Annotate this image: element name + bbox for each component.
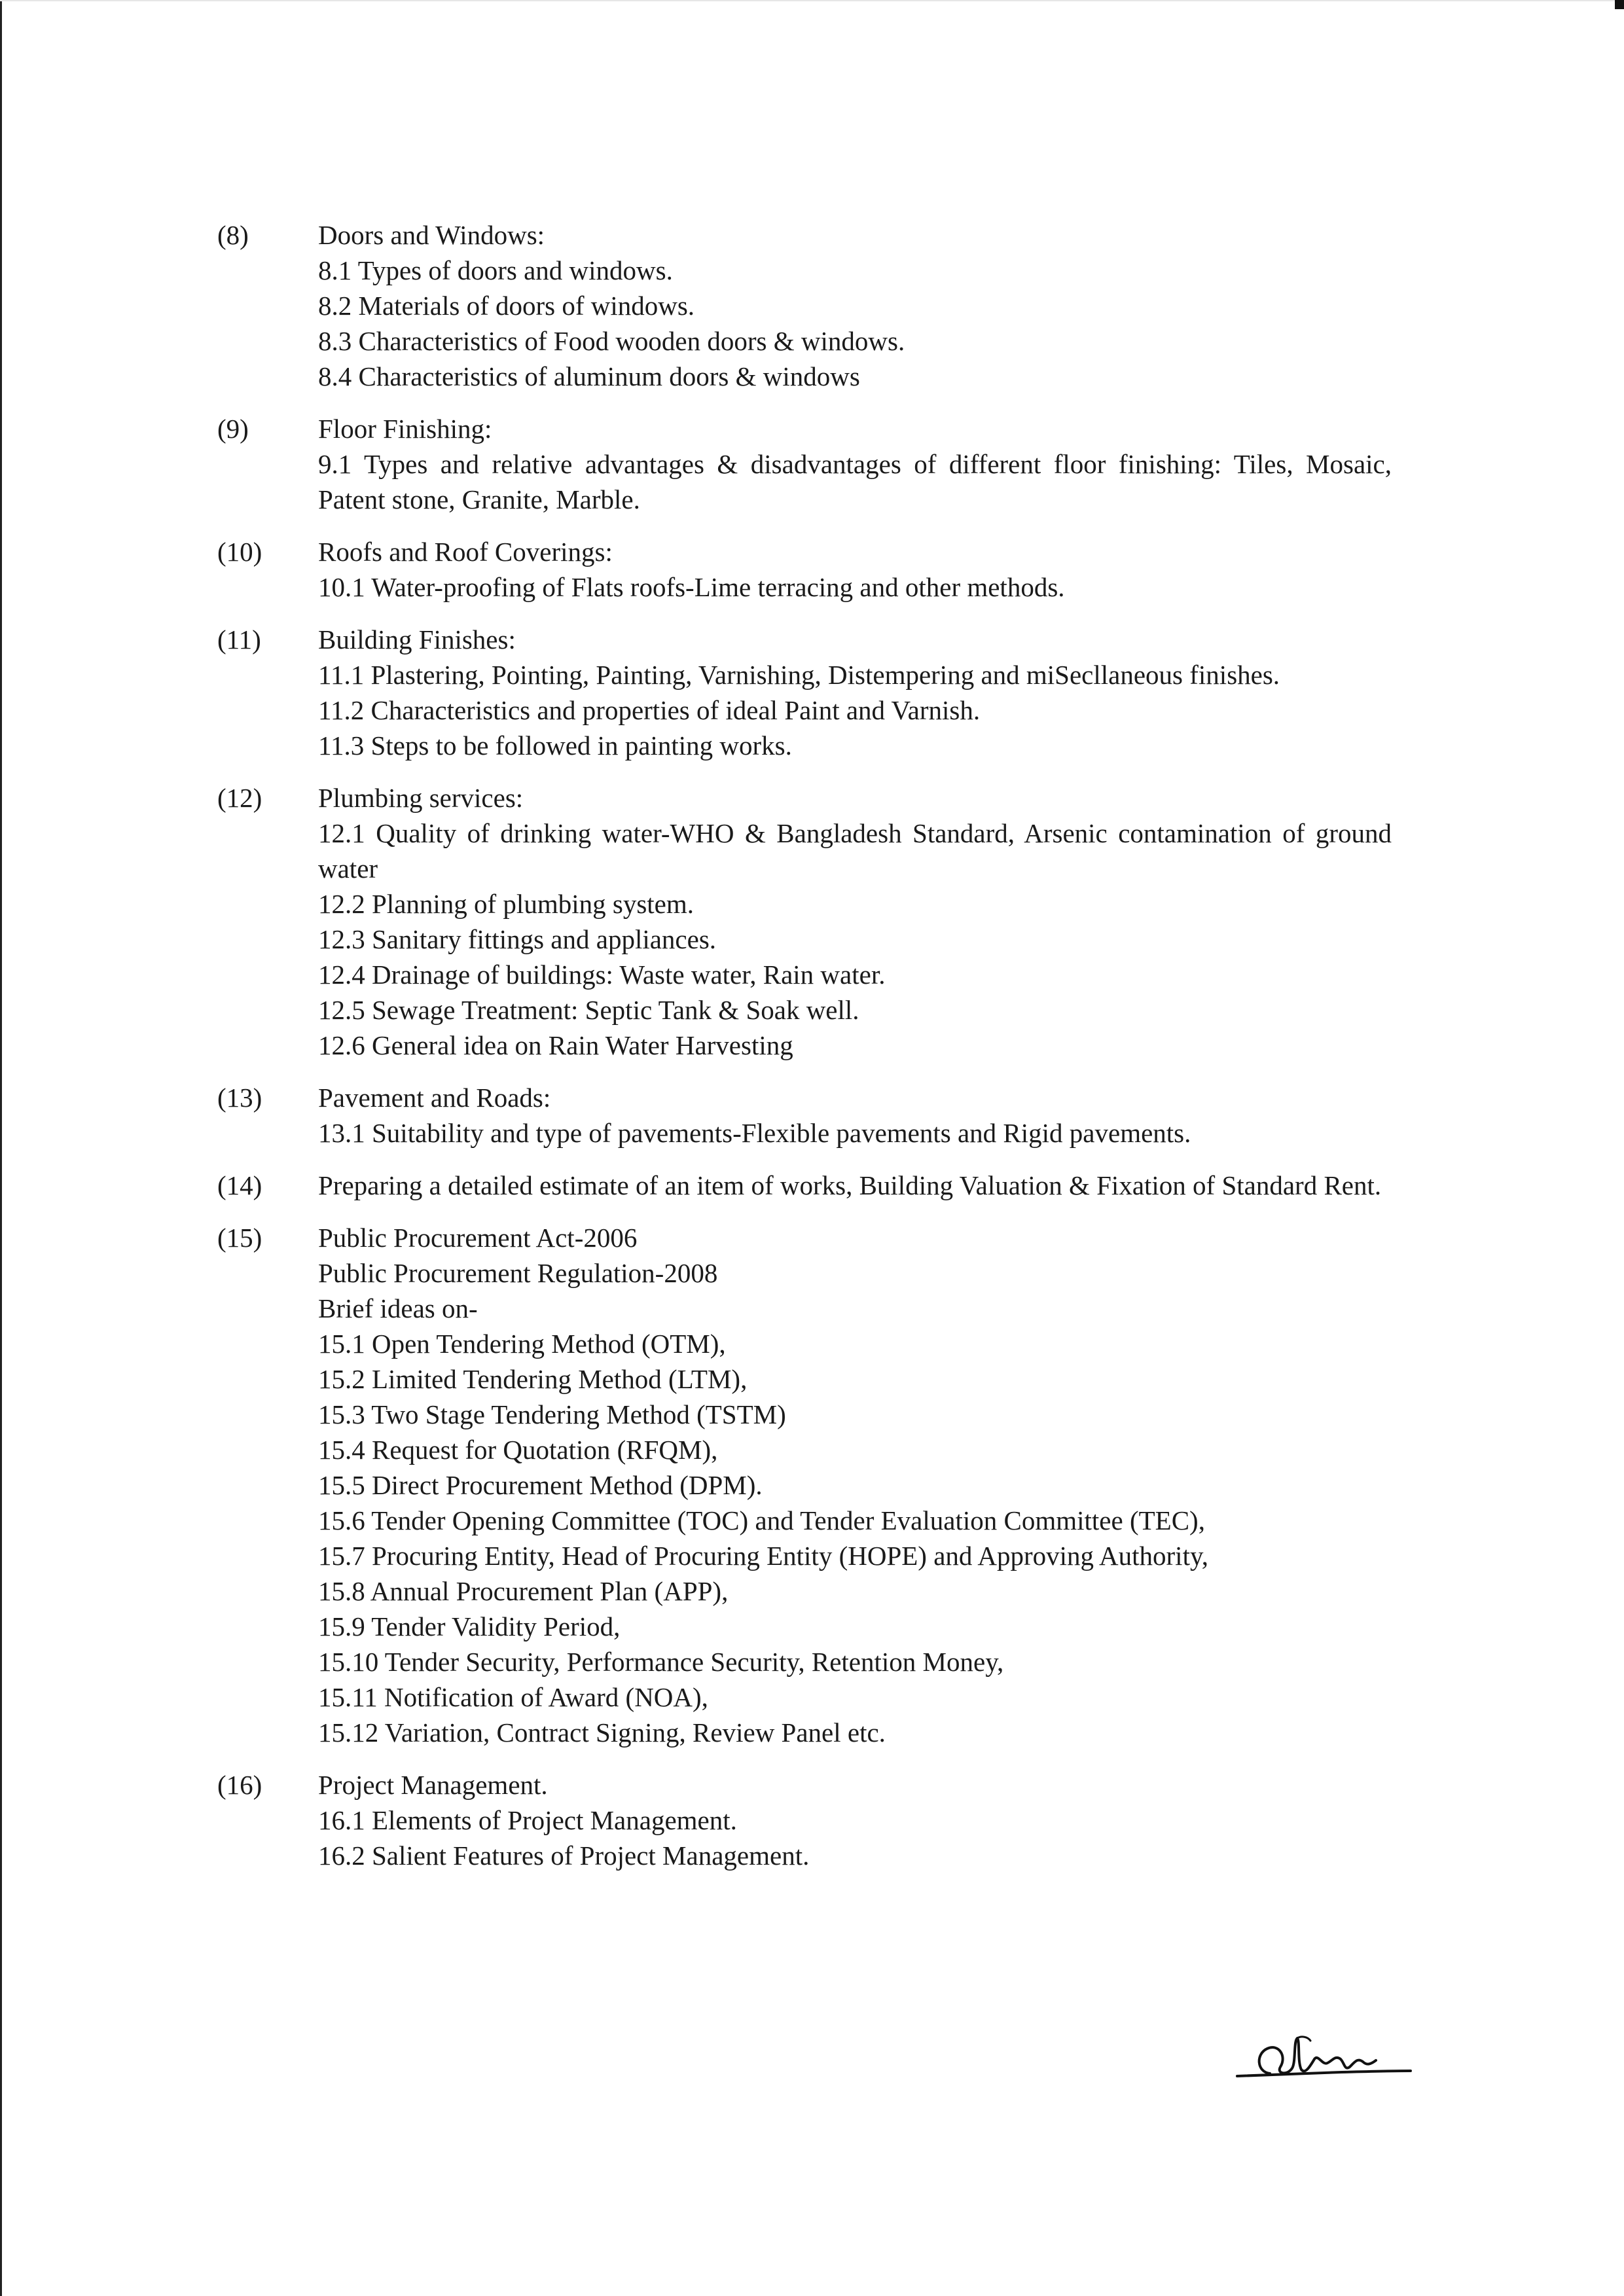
section-title: Building Finishes:	[318, 624, 516, 655]
section-item: 8.2 Materials of doors of windows.	[318, 291, 695, 321]
syllabus-content	[217, 217, 1396, 1890]
section-title: Doors and Windows:	[318, 220, 545, 250]
section-title: Public Procurement Act-2006	[318, 1223, 638, 1253]
section-body	[318, 1767, 1392, 1873]
section-8	[217, 217, 1396, 394]
section-16	[217, 1767, 1396, 1873]
section-item: 12.1 Quality of drinking water-WHO & Bangladesh Standard, Arsenic contamination of ground water	[318, 818, 1392, 884]
section-11	[217, 622, 1396, 763]
section-item: 8.1 Types of doors and windows.	[318, 255, 673, 285]
section-body	[318, 622, 1392, 763]
section-item: Brief ideas on-	[318, 1293, 478, 1323]
section-body	[318, 217, 1392, 394]
section-body	[318, 1220, 1392, 1750]
section-title: Roofs and Roof Coverings:	[318, 537, 613, 567]
section-item: 12.6 General idea on Rain Water Harvesting	[318, 1030, 793, 1060]
section-number: (9)	[217, 414, 249, 444]
section-number: (16)	[217, 1770, 262, 1800]
section-item: 15.2 Limited Tendering Method (LTM),	[318, 1364, 748, 1394]
section-item: 16.1 Elements of Project Management.	[318, 1805, 737, 1835]
section-title: Floor Finishing:	[318, 414, 492, 444]
section-number: (8)	[217, 220, 249, 250]
section-14	[217, 1168, 1396, 1203]
section-item: 13.1 Suitability and type of pavements-Flexible pavements and Rigid pavements.	[318, 1118, 1191, 1148]
section-item: 8.3 Characteristics of Food wooden doors & windows.	[318, 326, 905, 356]
section-item: 9.1 Types and relative advantages & disadvantages of different floor finishing: Tiles, Mosaic, Patent stone, Granite, Marble.	[318, 449, 1392, 514]
section-15	[217, 1220, 1396, 1750]
section-number: (14)	[217, 1170, 262, 1200]
section-title: Plumbing services:	[318, 783, 524, 813]
section-item: 11.3 Steps to be followed in painting works.	[318, 730, 792, 761]
scan-edge-left	[0, 0, 2, 2296]
section-number: (12)	[217, 783, 262, 813]
section-body	[318, 1080, 1392, 1151]
section-body	[318, 534, 1392, 605]
section-item: 15.4 Request for Quotation (RFQM),	[318, 1435, 718, 1465]
scan-corner-mark	[1615, 0, 1624, 9]
section-item: 12.3 Sanitary fittings and appliances.	[318, 924, 717, 954]
section-9	[217, 411, 1396, 517]
section-13	[217, 1080, 1396, 1151]
section-item: 12.5 Sewage Treatment: Septic Tank & Soak well.	[318, 995, 859, 1025]
section-item: 8.4 Characteristics of aluminum doors & windows	[318, 361, 860, 391]
section-item: 15.12 Variation, Contract Signing, Review Panel etc.	[318, 1717, 886, 1748]
section-item: 12.4 Drainage of buildings: Waste water, Rain water.	[318, 960, 886, 990]
section-item: 15.10 Tender Security, Performance Security, Retention Money,	[318, 1647, 1004, 1677]
section-item: 12.2 Planning of plumbing system.	[318, 889, 694, 919]
section-item: 15.3 Two Stage Tendering Method (TSTM)	[318, 1399, 786, 1429]
section-number: (15)	[217, 1223, 262, 1253]
section-title: Pavement and Roads:	[318, 1083, 551, 1113]
section-item: Public Procurement Regulation-2008	[318, 1258, 718, 1288]
section-body	[318, 780, 1392, 1063]
section-item: 15.11 Notification of Award (NOA),	[318, 1682, 708, 1712]
section-12	[217, 780, 1396, 1063]
section-body	[318, 1168, 1392, 1203]
section-item: 15.8 Annual Procurement Plan (APP),	[318, 1576, 729, 1606]
section-item: 15.6 Tender Opening Committee (TOC) and Tender Evaluation Committee (TEC),	[318, 1505, 1205, 1535]
signature-image	[1224, 2016, 1414, 2088]
section-item: 15.1 Open Tendering Method (OTM),	[318, 1329, 726, 1359]
section-title: Preparing a detailed estimate of an item of works, Building Valuation & Fixation of Standard Rent.	[318, 1170, 1382, 1200]
section-item: 15.9 Tender Validity Period,	[318, 1611, 621, 1641]
section-item: 15.7 Procuring Entity, Head of Procuring Entity (HOPE) and Approving Authority,	[318, 1541, 1209, 1571]
section-item: 11.2 Characteristics and properties of ideal Paint and Varnish.	[318, 695, 981, 725]
section-item: 15.5 Direct Procurement Method (DPM).	[318, 1470, 763, 1500]
section-title: Project Management.	[318, 1770, 548, 1800]
section-item: 11.1 Plastering, Pointing, Painting, Varnishing, Distempering and miSecllaneous finishes.	[318, 660, 1280, 690]
section-item: 10.1 Water-proofing of Flats roofs-Lime terracing and other methods.	[318, 572, 1065, 602]
section-body	[318, 411, 1392, 517]
section-item: 16.2 Salient Features of Project Management.	[318, 1840, 810, 1871]
section-10	[217, 534, 1396, 605]
scan-edge-top	[0, 0, 1624, 1]
section-number: (11)	[217, 624, 261, 655]
section-number: (10)	[217, 537, 262, 567]
section-number: (13)	[217, 1083, 262, 1113]
